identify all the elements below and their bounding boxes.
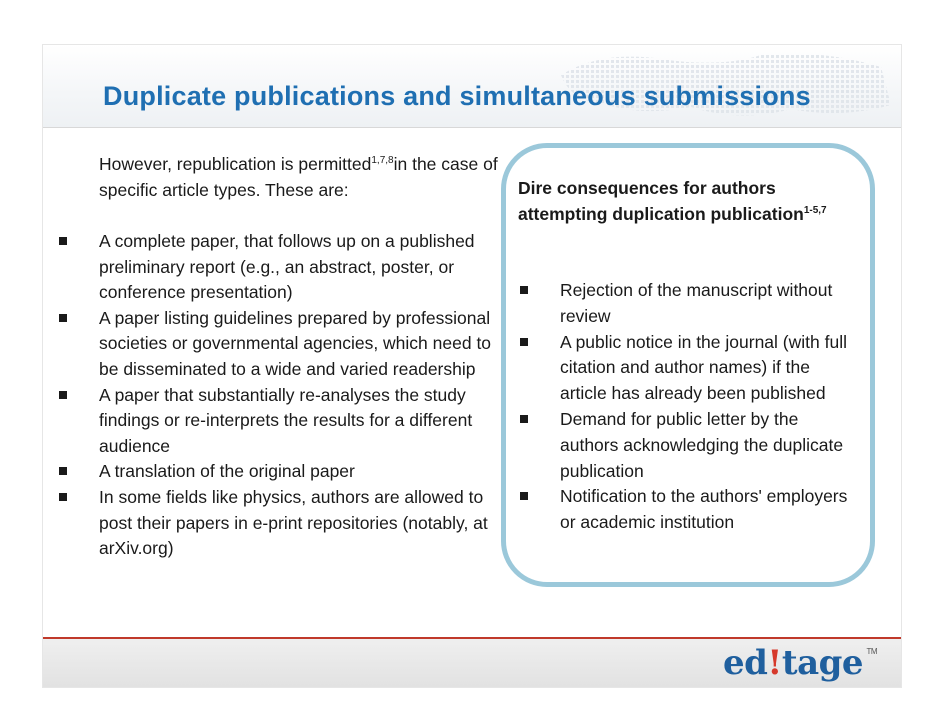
list-item: Notification to the authors' employers or academic institution	[518, 484, 858, 536]
consequences-heading	[518, 176, 848, 228]
consequences-citation: 1-5,7	[803, 204, 827, 216]
trademark-symbol: TM	[866, 647, 877, 656]
permitted-types-list	[57, 229, 497, 562]
footer-bar	[43, 639, 901, 687]
list-item: A public notice in the journal (with full citation and author names) if the article has already been published	[518, 330, 858, 407]
list-item: A paper listing guidelines prepared by professional societies or governmental agencies, which need to be disseminated to a wide and varied readership	[57, 306, 497, 383]
logo-text-tage: tage	[781, 643, 863, 683]
title-divider	[43, 127, 901, 128]
list-item: A paper that substantially re-analyses the study findings or re-interprets the results for a different audience	[57, 383, 497, 460]
intro-text-end: in the case of specific article types. These are:	[99, 154, 498, 200]
list-item: Demand for public letter by the authors acknowledging the duplicate publication	[518, 407, 858, 484]
list-item: A translation of the original paper	[57, 459, 497, 485]
logo-text-mark: !	[767, 643, 782, 683]
list-item: In some fields like physics, authors are allowed to post their papers in e-print repositories (notably, at arXiv.org)	[57, 485, 497, 562]
title-band	[43, 45, 901, 127]
list-item: A complete paper, that follows up on a published preliminary report (e.g., an abstract, poster, or conference presentation)	[57, 229, 497, 306]
intro-citation: 1,7,8	[371, 155, 394, 166]
intro-paragraph	[99, 151, 509, 203]
slide-title: Duplicate publications and simultaneous submissions	[103, 81, 811, 111]
consequences-heading-text: Dire consequences for authors attempting duplication publication	[518, 178, 804, 224]
logo-text-ed: ed	[723, 643, 768, 683]
intro-text-start: However, republication is permitted	[99, 154, 372, 174]
consequences-list	[518, 278, 858, 536]
consequences-box	[501, 143, 875, 587]
list-item: Rejection of the manuscript without review	[518, 278, 858, 330]
slide	[42, 44, 902, 688]
editage-logo	[723, 643, 877, 683]
